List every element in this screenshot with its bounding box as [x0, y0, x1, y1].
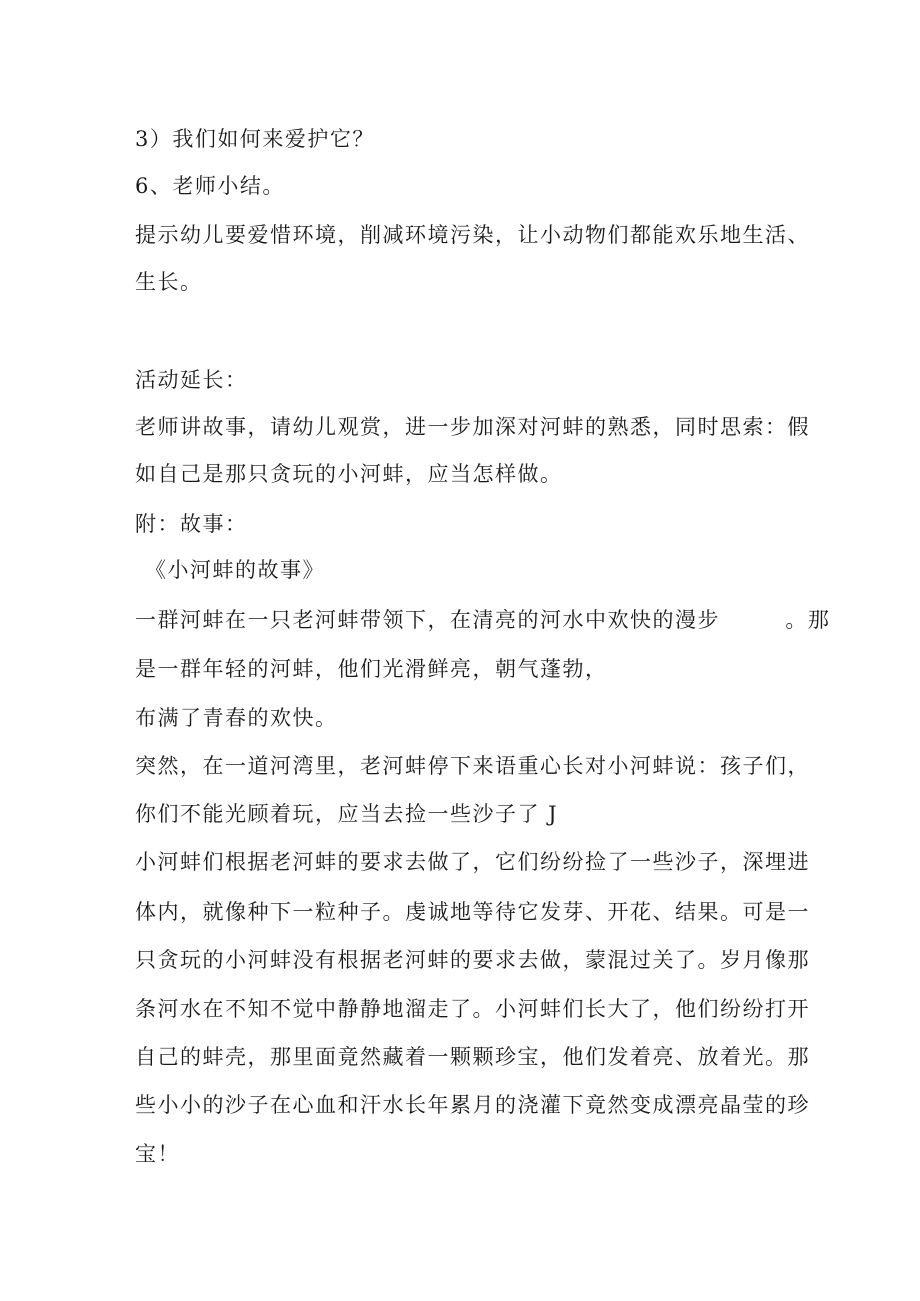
paragraph-line: 只贪玩的小河蚌没有根据老河蚌的要求去做，蒙混过关了。岁月像那 — [135, 948, 810, 972]
paragraph-line: 条河水在不知不觉中静静地溜走了。小河蚌们长大了，他们纷纷打开 — [135, 997, 810, 1021]
paragraph-line: 自己的蚌壳，那里面竟然藏着一颗颗珍宝，他们发着亮、放着光。那 — [135, 1045, 810, 1069]
appendix-label: 附：故事： — [135, 512, 248, 536]
paragraph-line: 如自己是那只贪玩的小河蚌，应当怎样做。 — [135, 462, 563, 486]
paragraph-line: 老师讲故事，请幼儿观赏，进一步加深对河蚌的熟悉，同时思索：假 — [135, 415, 810, 439]
paragraph-line: 布满了青春的欢快。 — [135, 706, 338, 730]
paragraph-line: 提示幼儿要爱惜环境，削减环境污染，让小动物们都能欢乐地生活、 — [135, 223, 810, 247]
paragraph-line: 你们不能光顾着玩，应当去捡一些沙子了 J — [135, 802, 559, 826]
question-line: 3）我们如何来爱护它？ — [135, 127, 375, 151]
paragraph-line: 突然，在一道河湾里，老河蚌停下来语重心长对小河蚌说：孩子们， — [135, 754, 810, 778]
section-heading: 活动延长： — [135, 368, 248, 392]
paragraph-line: 一群河蚌在一只老河蚌带领下，在清亮的河水中欢快的漫步 。那 — [135, 608, 831, 632]
paragraph-line: 小河蚌们根据老河蚌的要求去做了，它们纷纷捡了一些沙子，深埋进 — [135, 850, 810, 874]
paragraph-line: 是一群年轻的河蚌，他们光滑鲜亮，朝气蓬勃， — [135, 657, 608, 681]
paragraph-line: 生长。 — [135, 270, 203, 294]
paragraph-line: 些小小的沙子在心血和汗水长年累月的浇灌下竟然变成漂亮晶莹的珍 — [135, 1093, 810, 1117]
story-title: 《小河蚌的故事》 — [145, 558, 325, 582]
paragraph-line: 体内，就像种下一粒种子。虔诚地等待它发芽、开花、结果。可是一 — [135, 900, 810, 924]
section-heading: 6、老师小结。 — [135, 174, 285, 198]
paragraph-line: 宝！ — [135, 1142, 180, 1166]
